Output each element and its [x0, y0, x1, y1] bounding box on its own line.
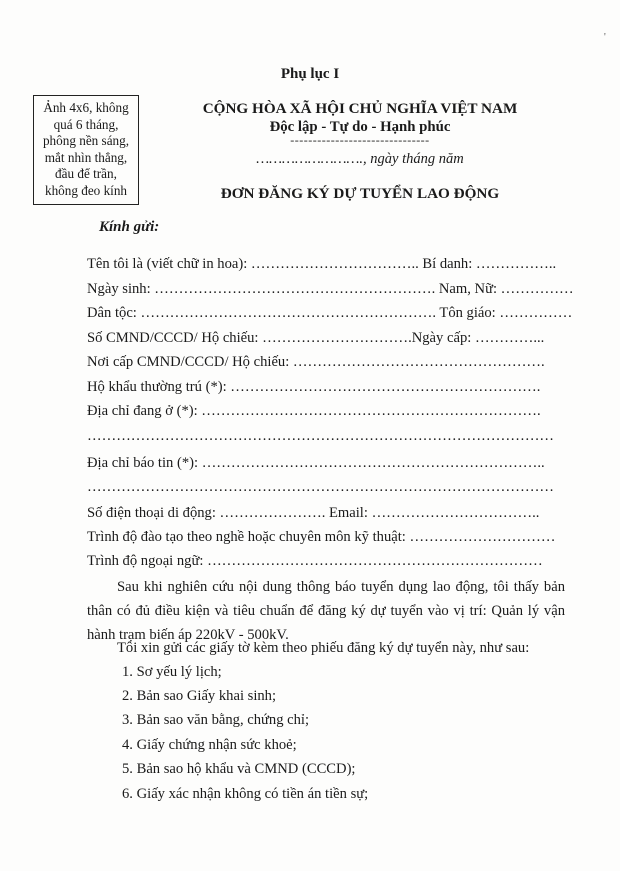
- place-date-line: ……………………., ngày tháng năm: [256, 151, 464, 167]
- attachments-intro: [87, 636, 565, 660]
- field-contact-address: Địa chỉ báo tin (*): ……………………………………………………………..: [87, 455, 545, 471]
- field-id-issue-place: Nơi cấp CMND/CCCD/ Hộ chiếu: …………………………………………….: [87, 354, 545, 370]
- attachment-item: 1. Sơ yếu lý lịch;: [122, 664, 222, 680]
- field-ethnicity: Dân tộc: ……………………………………………………. Tôn giáo: ……………: [87, 305, 573, 321]
- attachments-intro-text: Tôi xin gửi các giấy tờ kèm theo phiếu đăng ký dự tuyển này, như sau:: [117, 640, 530, 656]
- field-birth-date: Ngày sinh: …………………………………………………. Nam, Nữ: ……………: [87, 281, 574, 297]
- field-household-address: Hộ khẩu thường trú (*): ……………………………………………………….: [87, 379, 541, 395]
- field-id-number: Số CMND/CCCD/ Hộ chiếu: ………………………….Ngày cấp: …………...: [87, 330, 545, 346]
- statement-text: Sau khi nghiên cứu nội dung thông báo tuyển dụng lao động, tôi thấy bản thân có đủ điều kiện và tiêu chuẩn để đăng ký dự tuyển vào vị trí: Quản lý vận hành trạm biến áp 220kV - 500kV.: [87, 579, 565, 643]
- field-phone-email: Số điện thoại di động: …………………. Email: ……………………………..: [87, 505, 540, 521]
- attachment-item: 4. Giấy chứng nhận sức khoẻ;: [122, 737, 297, 753]
- form-title: ĐƠN ĐĂNG KÝ DỰ TUYỂN LAO ĐỘNG: [220, 185, 500, 202]
- field-contact-address-cont: ……………………………………………………………………………………: [87, 479, 554, 495]
- national-title: CỘNG HÒA XÃ HỘI CHỦ NGHĨA VIỆT NAM: [202, 100, 518, 117]
- attachment-item: 2. Bản sao Giấy khai sinh;: [122, 688, 277, 704]
- field-current-address: Địa chỉ đang ở (*): …………………………………………………………….: [87, 403, 541, 419]
- field-language-level: Trình độ ngoại ngữ: ……………………………………………………………: [87, 553, 543, 569]
- recipient-label: Kính gửi:: [99, 219, 160, 235]
- attachment-item: 5. Bản sao hộ khẩu và CMND (CCCD);: [122, 761, 356, 777]
- national-motto: Độc lập - Tự do - Hạnh phúc: [269, 119, 451, 135]
- field-full-name: Tên tôi là (viết chữ in hoa): …………………………….. Bí danh: ……………..: [87, 256, 557, 272]
- corner-mark: ': [604, 32, 606, 43]
- header-rule: -------------------------------: [290, 133, 430, 147]
- attachment-item: 3. Bản sao văn bằng, chứng chỉ;: [122, 712, 310, 728]
- photo-instructions: Ảnh 4x6, không quá 6 tháng, phông nền sáng, mắt nhìn thẳng, đầu để trần, không đeo kính: [42, 100, 130, 198]
- attachment-item: 6. Giấy xác nhận không có tiền án tiền sự;: [122, 786, 369, 802]
- appendix-title: Phụ lục I: [280, 66, 340, 82]
- photo-placeholder-box: [33, 95, 139, 205]
- field-current-address-cont: ……………………………………………………………………………………: [87, 428, 554, 444]
- field-training-level: Trình độ đào tạo theo nghề hoặc chuyên môn kỹ thuật: …………………………: [87, 529, 556, 545]
